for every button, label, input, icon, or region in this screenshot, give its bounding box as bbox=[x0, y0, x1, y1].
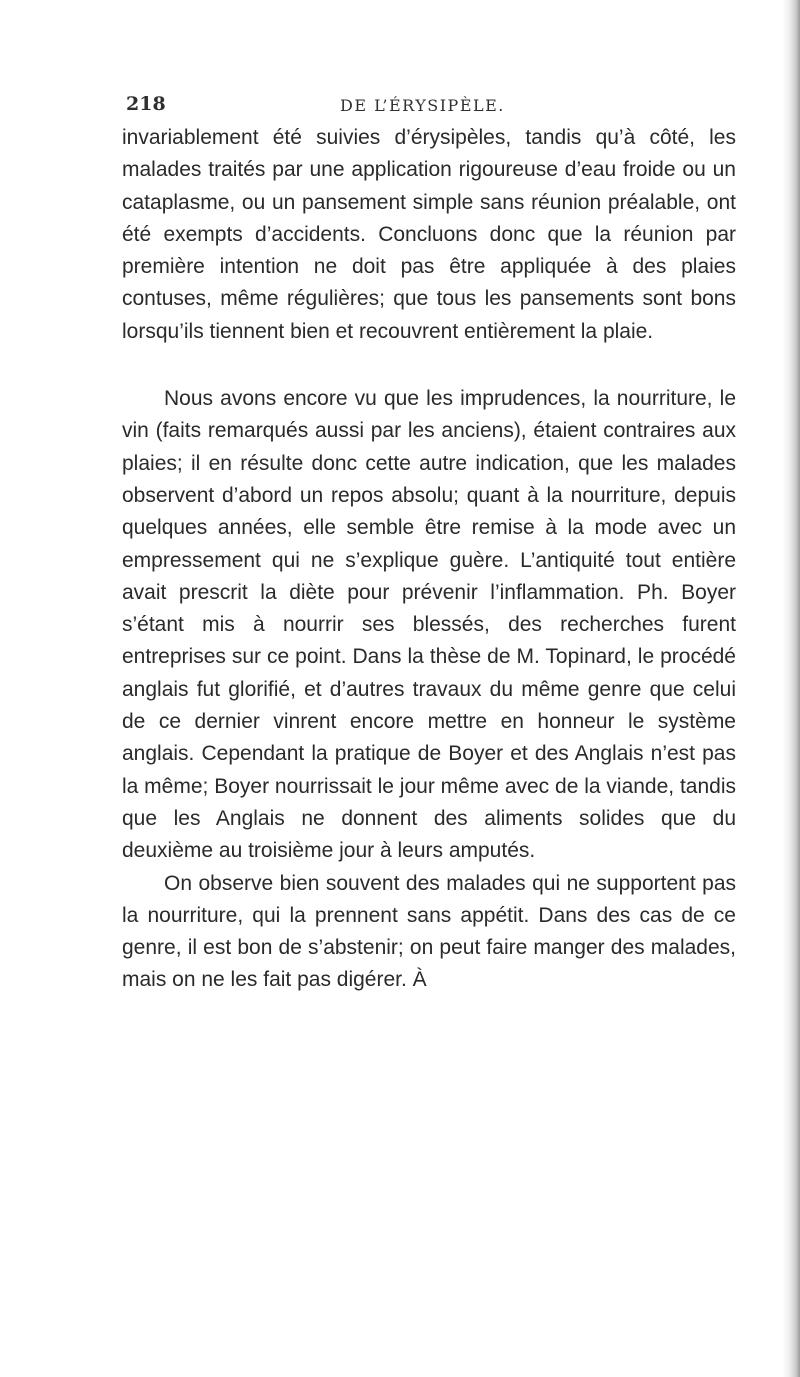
body-text bbox=[122, 122, 736, 997]
paragraph-gap bbox=[122, 348, 736, 383]
book-page-edge bbox=[782, 0, 800, 1377]
paragraph-1: invariablement été suivies d’érysipèles, tandis qu’à côté, les malades traités par une application rigoureuse d’eau froide ou un cataplasme, ou un pansement simple sans réunion préalable, ont été exempts d’accidents. Concluons donc que la réunion par première intention ne doit pas être appliquée à des plaies contuses, même régulières; que tous les pansements sont bons lorsqu’ils tiennent bien et recouvrent entièrement la plaie. bbox=[122, 126, 736, 343]
paragraph-2: Nous avons encore vu que les imprudences, la nourriture, le vin (faits remarqués aussi par les anciens), étaient contraires aux plaies; il en résulte donc cette autre indication, que les malades observent d’abord un repos absolu; quant à la nourriture, depuis quelques années, elle semble être remise à la mode avec un empressement qui ne s’explique guère. L’antiquité tout entière avait prescrit la diète pour prévenir l’inflammation. Ph. Boyer s’étant mis à nourrir ses blessés, des recherches furent entreprises sur ce point. Dans la thèse de M. Topinard, le procédé anglais fut glorifié, et d’autres travaux du même genre que celui de ce dernier vinrent encore mettre en honneur le système anglais. Cependant la pratique de Boyer et des Anglais n’est pas la même; Boyer nourrissait le jour même avec de la viande, tandis que les Anglais ne donnent des aliments solides que du deuxième au troisième jour à leurs amputés. bbox=[122, 387, 736, 863]
book-page bbox=[122, 88, 736, 997]
chapter-title: DE L’ÉRYSIPÈLE. bbox=[340, 96, 505, 115]
running-head bbox=[122, 88, 736, 122]
page-number: 218 bbox=[126, 93, 166, 115]
paragraph-3: On observe bien souvent des malades qui ne supportent pas la nourriture, qui la prennent sans appétit. Dans des cas de ce genre, il est bon de s’abstenir; on peut faire manger des malades, mais on ne les fait pas digérer. À bbox=[122, 871, 736, 992]
